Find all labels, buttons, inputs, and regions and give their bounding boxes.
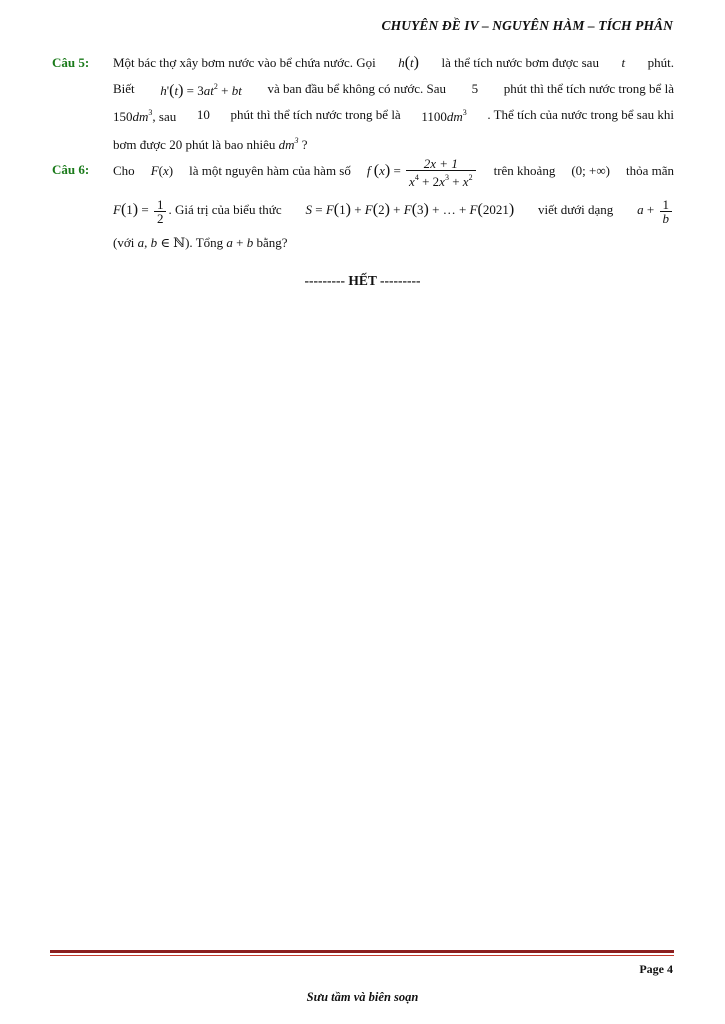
- q5-text: Một bác thợ xây bơm nước vào bể chứa nước. Gọi: [113, 55, 376, 70]
- question-6-label: Câu 6:: [52, 162, 90, 177]
- q6-half: $\frac{1}{2}$: [154, 198, 167, 225]
- q6-function-f: f (x) = $\frac{2x + 1}{x^4 + 2x^3 + x^2}$: [367, 152, 478, 190]
- end-mark: --------- HẾT ---------: [304, 273, 421, 288]
- q5-number: 10: [196, 107, 210, 122]
- q6-a-plus-b: a + b: [226, 235, 254, 250]
- q6-initial-condition: F(1) = $\frac{1}{2}$ . Giá trị của biểu thức: [113, 196, 282, 226]
- q5-number: 20: [169, 137, 183, 152]
- q5-derivative-formula: $h'(t) = 3at^2$ + bt: [160, 82, 242, 99]
- q6-text: (với: [113, 235, 135, 250]
- q6-sum-expression: S = F(1) + F(2) + F(3) + … + F(2021): [305, 201, 515, 218]
- q5-text: và ban đầu bể không có nước. Sau: [267, 81, 446, 96]
- q5-text: . Thể tích của nước trong bể sau khi: [487, 107, 674, 122]
- q6-form: a + $\frac{1}{b}$: [637, 190, 674, 230]
- q6-line-2: [113, 190, 674, 230]
- q6-text: ). Tổng: [185, 235, 224, 250]
- q5-volume-150: $150dm^3$, sau: [113, 108, 177, 124]
- footer-credit: Sưu tầm và biên soạn: [306, 990, 419, 1004]
- document-header: CHUYÊN ĐỀ IV – NGUYÊN HÀM – TÍCH PHÂN: [381, 18, 673, 33]
- q5-text: phút thì thể tích nước trong bể là: [230, 107, 401, 122]
- q5-h-of-t: h(t): [398, 54, 419, 71]
- q6-interval: (0; +∞): [571, 163, 610, 178]
- q5-unit: $dm^3$: [278, 136, 299, 152]
- question-5-body: [113, 50, 674, 154]
- q5-text: Biết: [113, 81, 135, 96]
- q6-text: Cho: [113, 163, 135, 178]
- q6-text: thỏa mãn: [625, 163, 674, 178]
- q5-line-4: [113, 128, 674, 154]
- footer-divider: [50, 950, 674, 953]
- question-5: [52, 50, 674, 154]
- question-6: [52, 152, 674, 256]
- page-number: Page 4: [639, 962, 673, 976]
- q6-line-1: [113, 152, 674, 190]
- q5-text: phút.: [647, 55, 674, 70]
- q6-line-3: [113, 230, 674, 256]
- q5-var-t: t: [621, 55, 626, 70]
- q5-text: phút thì thể tích nước trong bể là: [503, 81, 674, 96]
- q6-text: bằng?: [256, 235, 288, 250]
- q6-text: là một nguyên hàm của hàm số: [189, 163, 351, 178]
- q5-text: phút là bao nhiêu: [185, 137, 276, 152]
- q6-condition: a, b ∈ ℕ: [137, 235, 186, 250]
- q6-F-of-x: F(x): [150, 163, 174, 178]
- question-5-label: Câu 5:: [52, 55, 90, 70]
- footer-divider-thin: [50, 955, 674, 956]
- q5-text: ?: [301, 137, 308, 152]
- q5-number: 5: [471, 81, 479, 96]
- question-6-body: [113, 152, 674, 256]
- q5-line-3: [113, 102, 674, 128]
- q6-fraction: $\frac{2x + 1}{x^4 + 2x^3 + x^2}$: [406, 157, 476, 188]
- q6-text: trên khoảng: [493, 163, 556, 178]
- q5-line-2: [113, 76, 674, 102]
- q5-text: bơm được: [113, 137, 166, 152]
- q5-text: là thể tích nước bơm được sau: [441, 55, 599, 70]
- q6-text: viết dưới dạng: [538, 202, 614, 217]
- q5-volume-1100: $1100dm^3$: [421, 108, 467, 124]
- q5-line-1: [113, 50, 674, 76]
